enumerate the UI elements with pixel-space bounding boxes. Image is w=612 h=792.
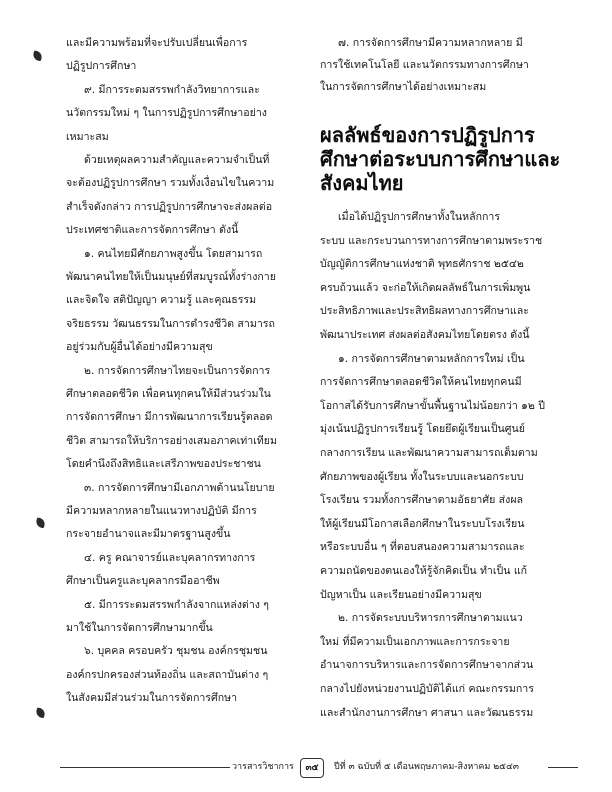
text-line: เมื่อได้ปฏิรูปการศึกษาทั้งในหลักการ <box>338 211 501 223</box>
text-line: ๓. การจัดการศึกษามีเอกภาพด้านนโยบาย <box>84 481 275 494</box>
footer-rule-left <box>60 767 230 768</box>
footer-rule-right <box>548 767 578 768</box>
text-line: ปฏิรูปการศึกษา <box>66 60 137 73</box>
text-line: และสำนักงานการศึกษา ศาสนา และวัฒนธรรม <box>320 706 534 719</box>
text-line: ๑. การจัดการศึกษาตามหลักการใหม่ เป็น <box>338 352 525 365</box>
text-line: ในสังคมมีส่วนร่วมในการจัดการศึกษา <box>66 692 238 705</box>
page-footer <box>0 758 612 782</box>
text-line: ประเทศชาติและการจัดการศึกษา ดังนี้ <box>66 224 239 237</box>
text-line: กลางการเรียน และพัฒนาความสามารถเต็มตาม <box>320 447 538 459</box>
text-line: ประสิทธิภาพและประสิทธิผลทางการศึกษาและ <box>320 305 529 318</box>
text-line: นวัตกรรมใหม่ ๆ ในการปฏิรูปการศึกษาอย่าง <box>66 107 267 120</box>
text-line: กลางไปยังหน่วยงานปฏิบัติได้แก่ คณะกรรมการ <box>320 683 534 695</box>
text-line: มุ่งเน้นปฏิรูปการเรียนรู้ โดยยึดผู้เรียนเป็นศูนย์ <box>320 423 525 436</box>
footer-journal-name: วารสารวิชาการ <box>232 762 294 772</box>
text-line: ๙. มีการระดมสรรพกำลังวิทยาการและ <box>84 83 260 96</box>
text-line: ศึกษาเป็นครูและบุคลากรมืออาชีพ <box>66 575 220 588</box>
text-line: ศักยภาพของผู้เรียน ทั้งในระบบและนอกระบบ <box>320 470 524 483</box>
text-line: กระจายอำนาจและมีมาตรฐานสูงขึ้น <box>66 528 231 541</box>
text-line: ๔. ครู คณาจารย์และบุคลากรทางการ <box>84 551 256 564</box>
text-line: บัญญัติการศึกษาแห่งชาติ พุทธศักราช ๒๕๔๒ <box>320 258 524 271</box>
text-line: ชีวิต สามารถให้บริการอย่างเสมอภาคเท่าเทียม <box>66 434 277 447</box>
text-line: ปัญหาเป็น และเรียนอย่างมีความสุข <box>320 588 482 601</box>
heading-line: ศึกษาต่อระบบการศึกษาและ <box>320 147 561 171</box>
text-line: ๒. การจัดระบบบริหารการศึกษาตามแนว <box>338 612 523 625</box>
text-line: จริยธรรม วัฒนธรรมในการดำรงชีวิต สามารถ <box>66 317 275 330</box>
footer-issue-info: ปีที่ ๓ ฉบับที่ ๕ เดือนพฤษภาคม-สิงหาคม ๒๕๔๓ <box>334 762 519 772</box>
text-line: จะต้องปฏิรูปการศึกษา รวมทั้งเงื่อนไขในความ <box>66 177 275 190</box>
text-line: ครบถ้วนแล้ว จะก่อให้เกิดผลลัพธ์ในการเพิ่มพูน <box>320 281 531 294</box>
text-line: และจิตใจ สติปัญญา ความรู้ และคุณธรรม <box>66 294 257 307</box>
text-line: พัฒนาประเทศ ส่งผลต่อสังคมไทยโดยตรง ดังนี้ <box>320 329 530 341</box>
text-line: โอกาสได้รับการศึกษาขั้นพื้นฐานไม่น้อยกว่า ๑๒ ปี <box>320 399 545 412</box>
text-line: มีความหลากหลายในแนวทางปฏิบัติ มีการ <box>66 505 257 517</box>
heading-line: ผลลัพธ์ของการปฏิรูปการ <box>320 123 535 147</box>
right-column <box>306 0 612 792</box>
text-line: ๑. คนไทยมีศักยภาพสูงขึ้น โดยสามารถ <box>84 247 263 260</box>
text-line: มาใช้ในการจัดการศึกษามากขึ้น <box>66 622 213 634</box>
text-line: ด้วยเหตุผลความสำคัญและความจำเป็นที่ <box>84 154 270 166</box>
text-line: หรือระบบอื่น ๆ ที่ตอบสนองความสามารถและ <box>320 541 525 554</box>
text-line: ความถนัดของตนเองให้รู้จักคิดเป็น ทำเป็น แก้ <box>320 565 528 577</box>
text-line: ระบบ และกระบวนการทางการศึกษาตามพระราช <box>320 234 543 247</box>
text-line: ๗. การจัดการศึกษามีความหลากหลาย มี <box>338 37 523 49</box>
page-number: ๓๕ <box>300 758 324 778</box>
text-line: อยู่ร่วมกับผู้อื่นได้อย่างมีความสุข <box>66 341 213 354</box>
text-line: ศึกษาตลอดชีวิต เพื่อคนทุกคนให้มีส่วนร่วมใน <box>66 388 271 400</box>
text-line: ในการจัดการศึกษาได้อย่างเหมาะสม <box>320 81 487 93</box>
text-line: ๕. มีการระดมสรรพกำลังจากแหล่งต่าง ๆ <box>84 598 269 611</box>
text-line: การใช้เทคโนโลยี และนวัตกรรมทางการศึกษา <box>320 59 529 71</box>
text-line: โรงเรียน รวมทั้งการศึกษาตามอัธยาศัย ส่งผล <box>320 494 524 507</box>
text-line: การจัดการศึกษา มีการพัฒนาการเรียนรู้ตลอด <box>66 411 273 424</box>
text-line: องค์กรปกครองส่วนท้องถิ่น และสถาบันต่าง ๆ <box>66 668 269 681</box>
heading-line: สังคมไทย <box>320 171 404 195</box>
text-line: ๖. บุคคล ครอบครัว ชุมชน องค์กรชุมชน <box>84 645 268 658</box>
text-line: ๒. การจัดการศึกษาไทยจะเป็นการจัดการ <box>84 364 271 377</box>
text-line: อำนาจการบริหารและการจัดการศึกษาจากส่วน <box>320 659 534 672</box>
text-line: ให้ผู้เรียนมีโอกาสเลือกศึกษาในระบบโรงเรียน <box>320 517 525 530</box>
text-line: การจัดการศึกษาตลอดชีวิตให้คนไทยทุกคนมี <box>320 376 522 389</box>
text-line: เหมาะสม <box>66 130 109 143</box>
text-line: ใหม่ ที่มีความเป็นเอกภาพและการกระจาย <box>320 635 510 648</box>
text-line: พัฒนาคนไทยให้เป็นมนุษย์ที่สมบูรณ์ทั้งร่างกาย <box>66 271 276 283</box>
text-line: สำเร็จดังกล่าว การปฏิรูปการศึกษาจะส่งผลต่อ <box>66 200 273 213</box>
text-line: โดยคำนึงถึงสิทธิและเสรีภาพของประชาชน <box>66 458 261 471</box>
text-line: และมีความพร้อมที่จะปรับเปลี่ยนเพื่อการ <box>66 37 248 49</box>
